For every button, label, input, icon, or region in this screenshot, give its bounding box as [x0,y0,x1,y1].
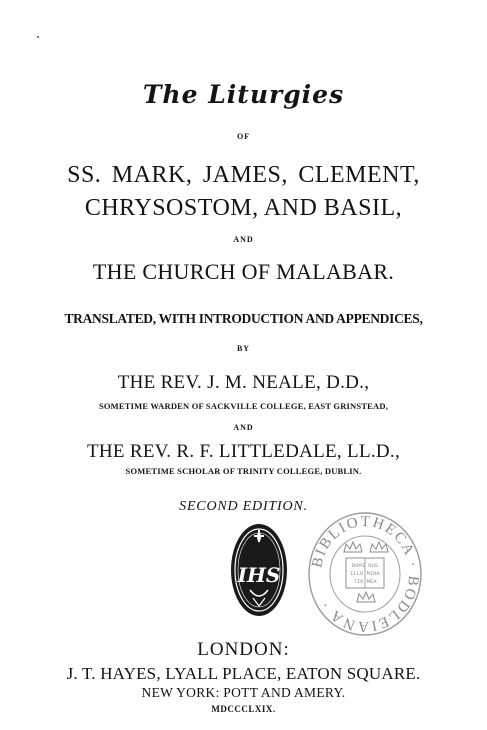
ihs-emblem-icon [228,520,290,620]
imprint-publisher: J. T. HAYES, LYALL PLACE, EATON SQUARE. [66,664,421,683]
church-line: THE CHURCH OF MALABAR. [92,259,395,284]
book-title: The Liturgies [142,80,345,109]
crown-icon [344,542,388,552]
bodleian-library-stamp [306,510,424,638]
crown-icon-lower [357,592,375,602]
edition-label: SECOND EDITION. [179,499,308,514]
stamp-book-line2: ILLU MINA [350,570,380,577]
of-label: OF [236,132,251,141]
translated-line: TRANSLATED, WITH INTRODUCTION AND APPENDICES, [64,311,423,326]
stamp-ring-text: BIBLIOTHECA · BODLEIANA · [309,513,422,635]
imprint-newyork: NEW YORK: POTT AND AMERY. [141,685,346,700]
imprint-year: MDCCCLXIX. [211,704,276,714]
imprint-city: LONDON: [197,639,290,660]
author-littledale: THE REV. R. F. LITTLEDALE, LL.D., [86,441,401,462]
author-neale-description: SOMETIME WARDEN OF SACKVILLE COLLEGE, EAST GRINSTEAD, [98,401,389,411]
emblem-monogram: IHS [237,563,281,587]
and-label-1: AND [233,235,254,244]
stamp-book-line1: DOMI NUS [351,562,379,569]
liturgy-names-line1: SS. MARK, JAMES, CLEMENT, [67,162,420,188]
by-label: BY [236,344,251,353]
stamp-book-line3: TIO MEA [353,578,377,585]
and-label-2: AND [233,423,254,432]
author-littledale-description: SOMETIME SCHOLAR OF TRINITY COLLEGE, DUBLIN. [125,466,362,476]
liturgy-names-line2: CHRYSOSTOM, AND BASIL, [84,195,403,221]
author-neale: THE REV. J. M. NEALE, D.D., [117,372,370,393]
print-speck [37,36,39,38]
